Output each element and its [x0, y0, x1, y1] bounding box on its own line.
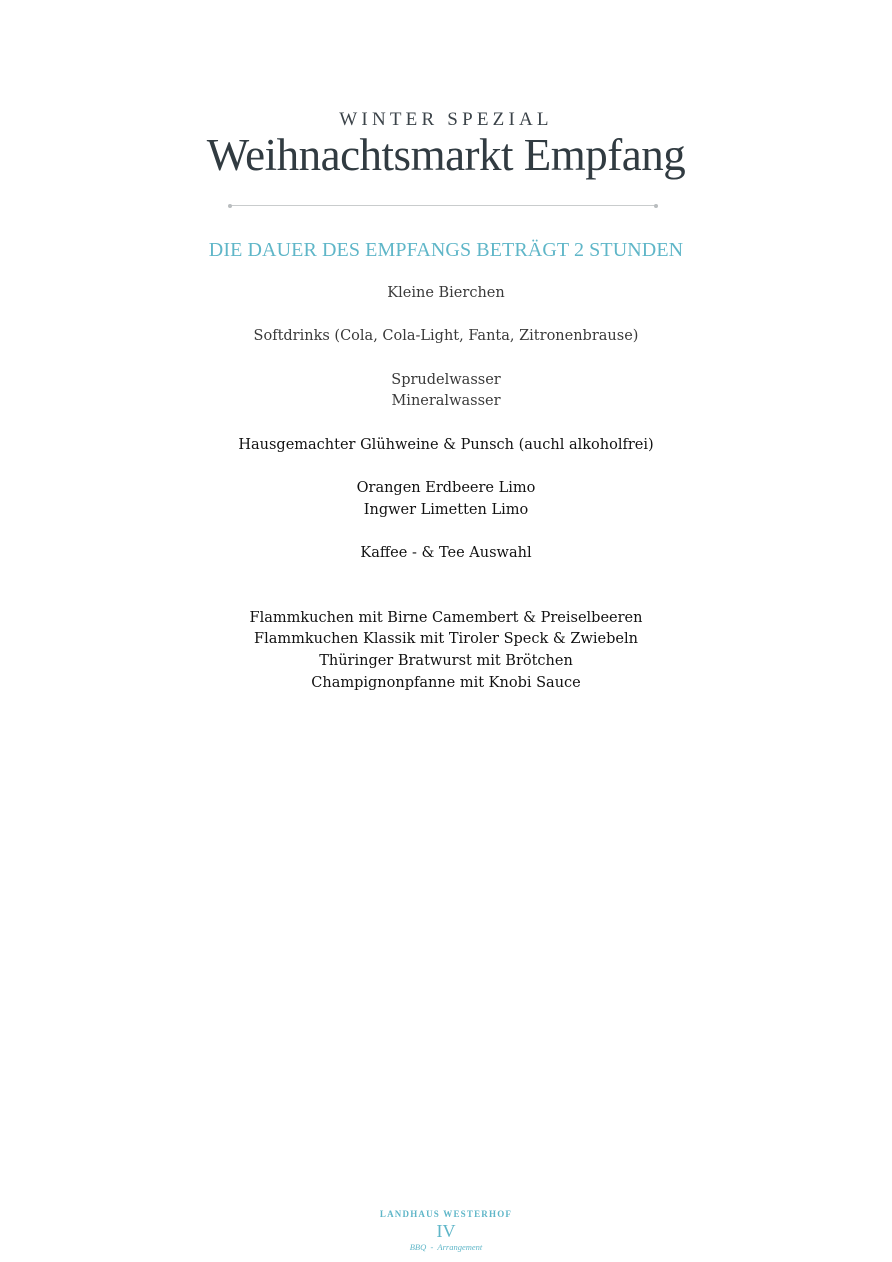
food-item: Champignonpfanne mit Knobi Sauce — [311, 674, 581, 691]
food-item: Flammkuchen Klassik mit Tiroler Speck & Zwiebeln — [254, 631, 638, 648]
page-footer — [0, 1207, 892, 1253]
drink-group — [0, 283, 892, 305]
divider-dot-right — [654, 204, 658, 208]
menu-kicker: WINTER SPEZIAL — [339, 109, 553, 130]
drink-item: Ingwer Limetten Limo — [363, 501, 529, 518]
footer-brand: LANDHAUS WESTERHOF — [379, 1209, 513, 1219]
menu-title: Weihnachtsmarkt Empfang — [206, 130, 686, 180]
drink-item: Mineralwasser — [391, 393, 501, 410]
page-number: IV — [436, 1221, 456, 1241]
drink-group — [0, 370, 892, 413]
drink-item: Kleine Bierchen — [387, 285, 505, 301]
drink-group — [0, 478, 892, 521]
page-header — [0, 108, 892, 180]
food-item: Thüringer Bratwurst mit Brötchen — [319, 653, 573, 669]
drink-item: Hausgemachter Glühweine & Punsch (auchl alkoholfrei) — [238, 436, 654, 453]
food-item: Flammkuchen mit Birne Camembert & Preiselbeeren — [249, 609, 643, 626]
drink-group — [0, 543, 892, 565]
footer-subtitle: BBQ - Arrangement — [409, 1242, 483, 1252]
title-divider — [230, 205, 656, 206]
drink-group — [0, 326, 892, 348]
drink-group — [0, 435, 892, 457]
drink-item: Kaffee - & Tee Auswahl — [360, 544, 532, 561]
menu-list — [0, 283, 892, 716]
drink-item: Softdrinks (Cola, Cola-Light, Fanta, Zitronenbrause) — [253, 328, 639, 345]
divider-dot-left — [228, 204, 232, 208]
drink-item: Sprudelwasser — [391, 371, 501, 388]
food-group — [0, 608, 892, 695]
drink-item: Orangen Erdbeere Limo — [356, 479, 536, 496]
reception-duration: DIE DAUER DES EMPFANGS BETRÄGT 2 STUNDEN — [208, 239, 684, 261]
